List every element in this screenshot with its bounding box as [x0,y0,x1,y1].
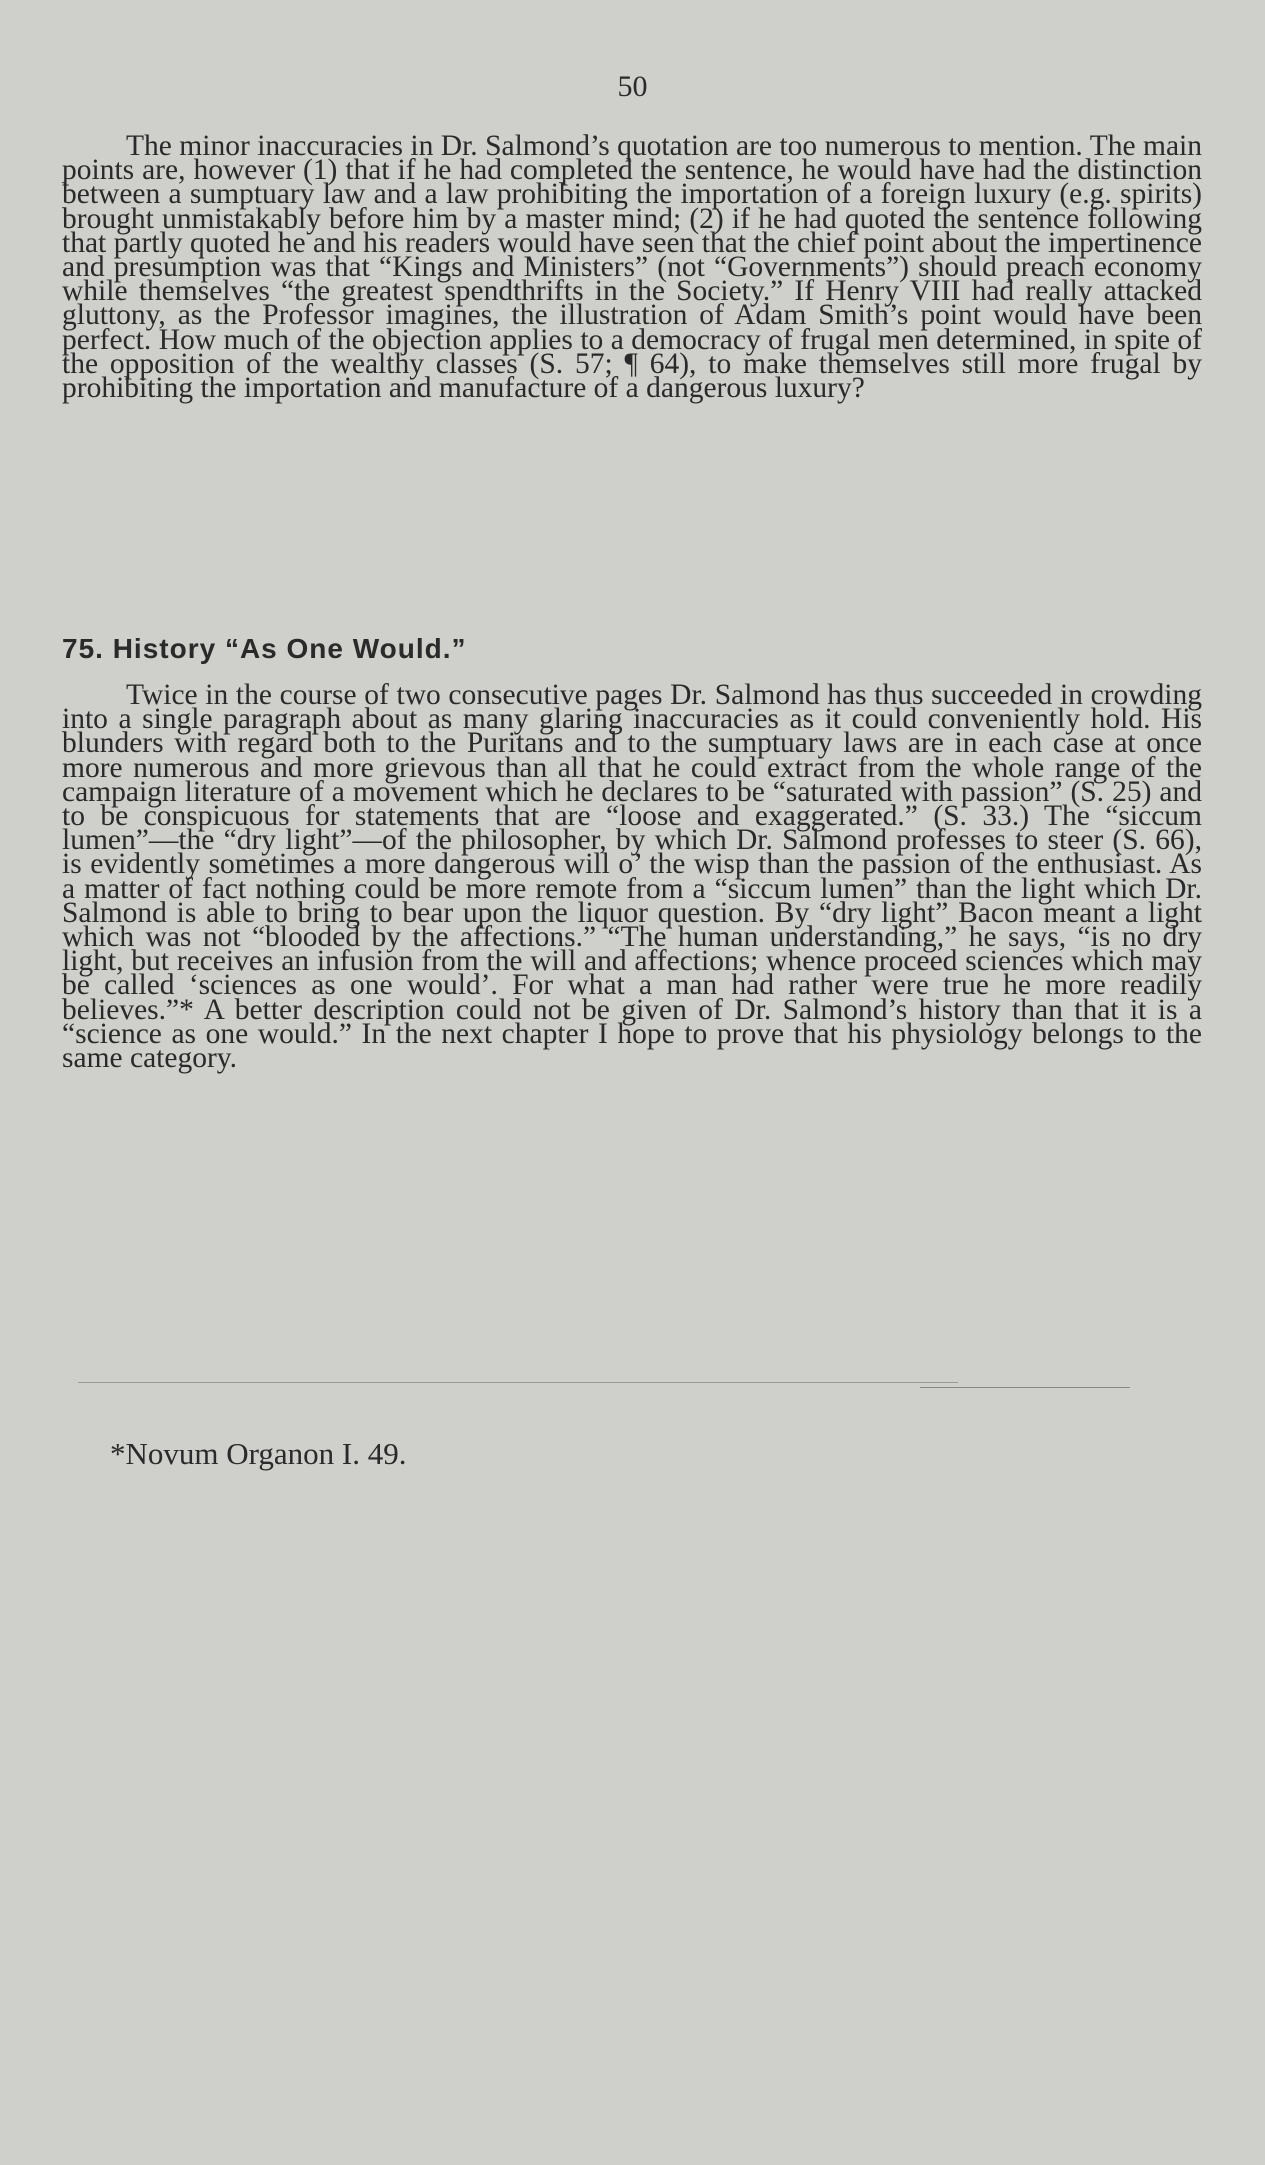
paragraph-sumptuary-laws [62,130,1202,405]
footnote: *Novum Organon I. 49. [110,1436,407,1471]
paragraph-text: The minor inaccuracies in Dr. Salmond’s quotation are too numerous to mention. The main points are, however (1) that if he had completed the sentence, he would have had the distinction between a sumptuary law and a law prohibiting the importation of a foreign luxury (e.g. spirits) brought unmistakably before him by a master mind; (2) if he had quoted the sentence following that partly quoted he and his readers would have seen that the chief point about the impertinence and presumption was that “Kings and Ministers” (not “Governments”) should preach economy while themselves “the greatest spendthrifts in the Society.” If Henry VIII had really attacked gluttony, as the Professor imagines, the illustration of Adam Smith’s point would have been perfect. How much of the objection applies to a democracy of frugal men determined, in spite of the opposition of the wealthy classes (S. 57; ¶ 64), to make themselves still more frugal by prohibiting the importation and manufacture of a dangerous luxury? [62,130,1202,405]
paragraph-text: Twice in the course of two consecutive pages Dr. Salmond has thus succeeded in crowding into a single paragraph about as many glaring inaccuracies as it could conveniently hold. His blunders with regard both to the Puritans and to the sumptuary laws are in each case at once more numerous and more grievous than all that he could extract from the whole range of the campaign literature of a movement which he declares to be “saturated with passion” (S. 25) and to be conspicuous for statements that are “loose and exaggerated.” (S. 33.) The “siccum lumen”—the “dry light”—of the philosopher, by which Dr. Salmond professes to steer (S. 66), is evidently sometimes a more dangerous will o’ the wisp than the passion of the enthusiast. As a matter of fact nothing could be more remote from a “siccum lumen” than the light which Dr. Salmond is able to bring to bear upon the liquor question. By “dry light” Bacon meant a light which was not “blooded by the affections.” “The human understanding,” he says, “is no dry light, but receives an infusion from the will and affections; whence proceed sciences which may be called ‘sciences as one would’. For what a man had rather were true he more readily believes.”* A better description could not be given of Dr. Salmond’s history than that it is a “science as one would.” In the next chapter I hope to prove that his physiology belongs to the same category. [62,679,1202,1075]
page-number: 50 [617,70,648,103]
section-heading: 75. History “As One Would.” [62,633,467,664]
footnote-divider-right [920,1387,1130,1388]
footnote-divider [78,1382,958,1383]
paragraph-history-as-one-would [62,679,1202,1075]
